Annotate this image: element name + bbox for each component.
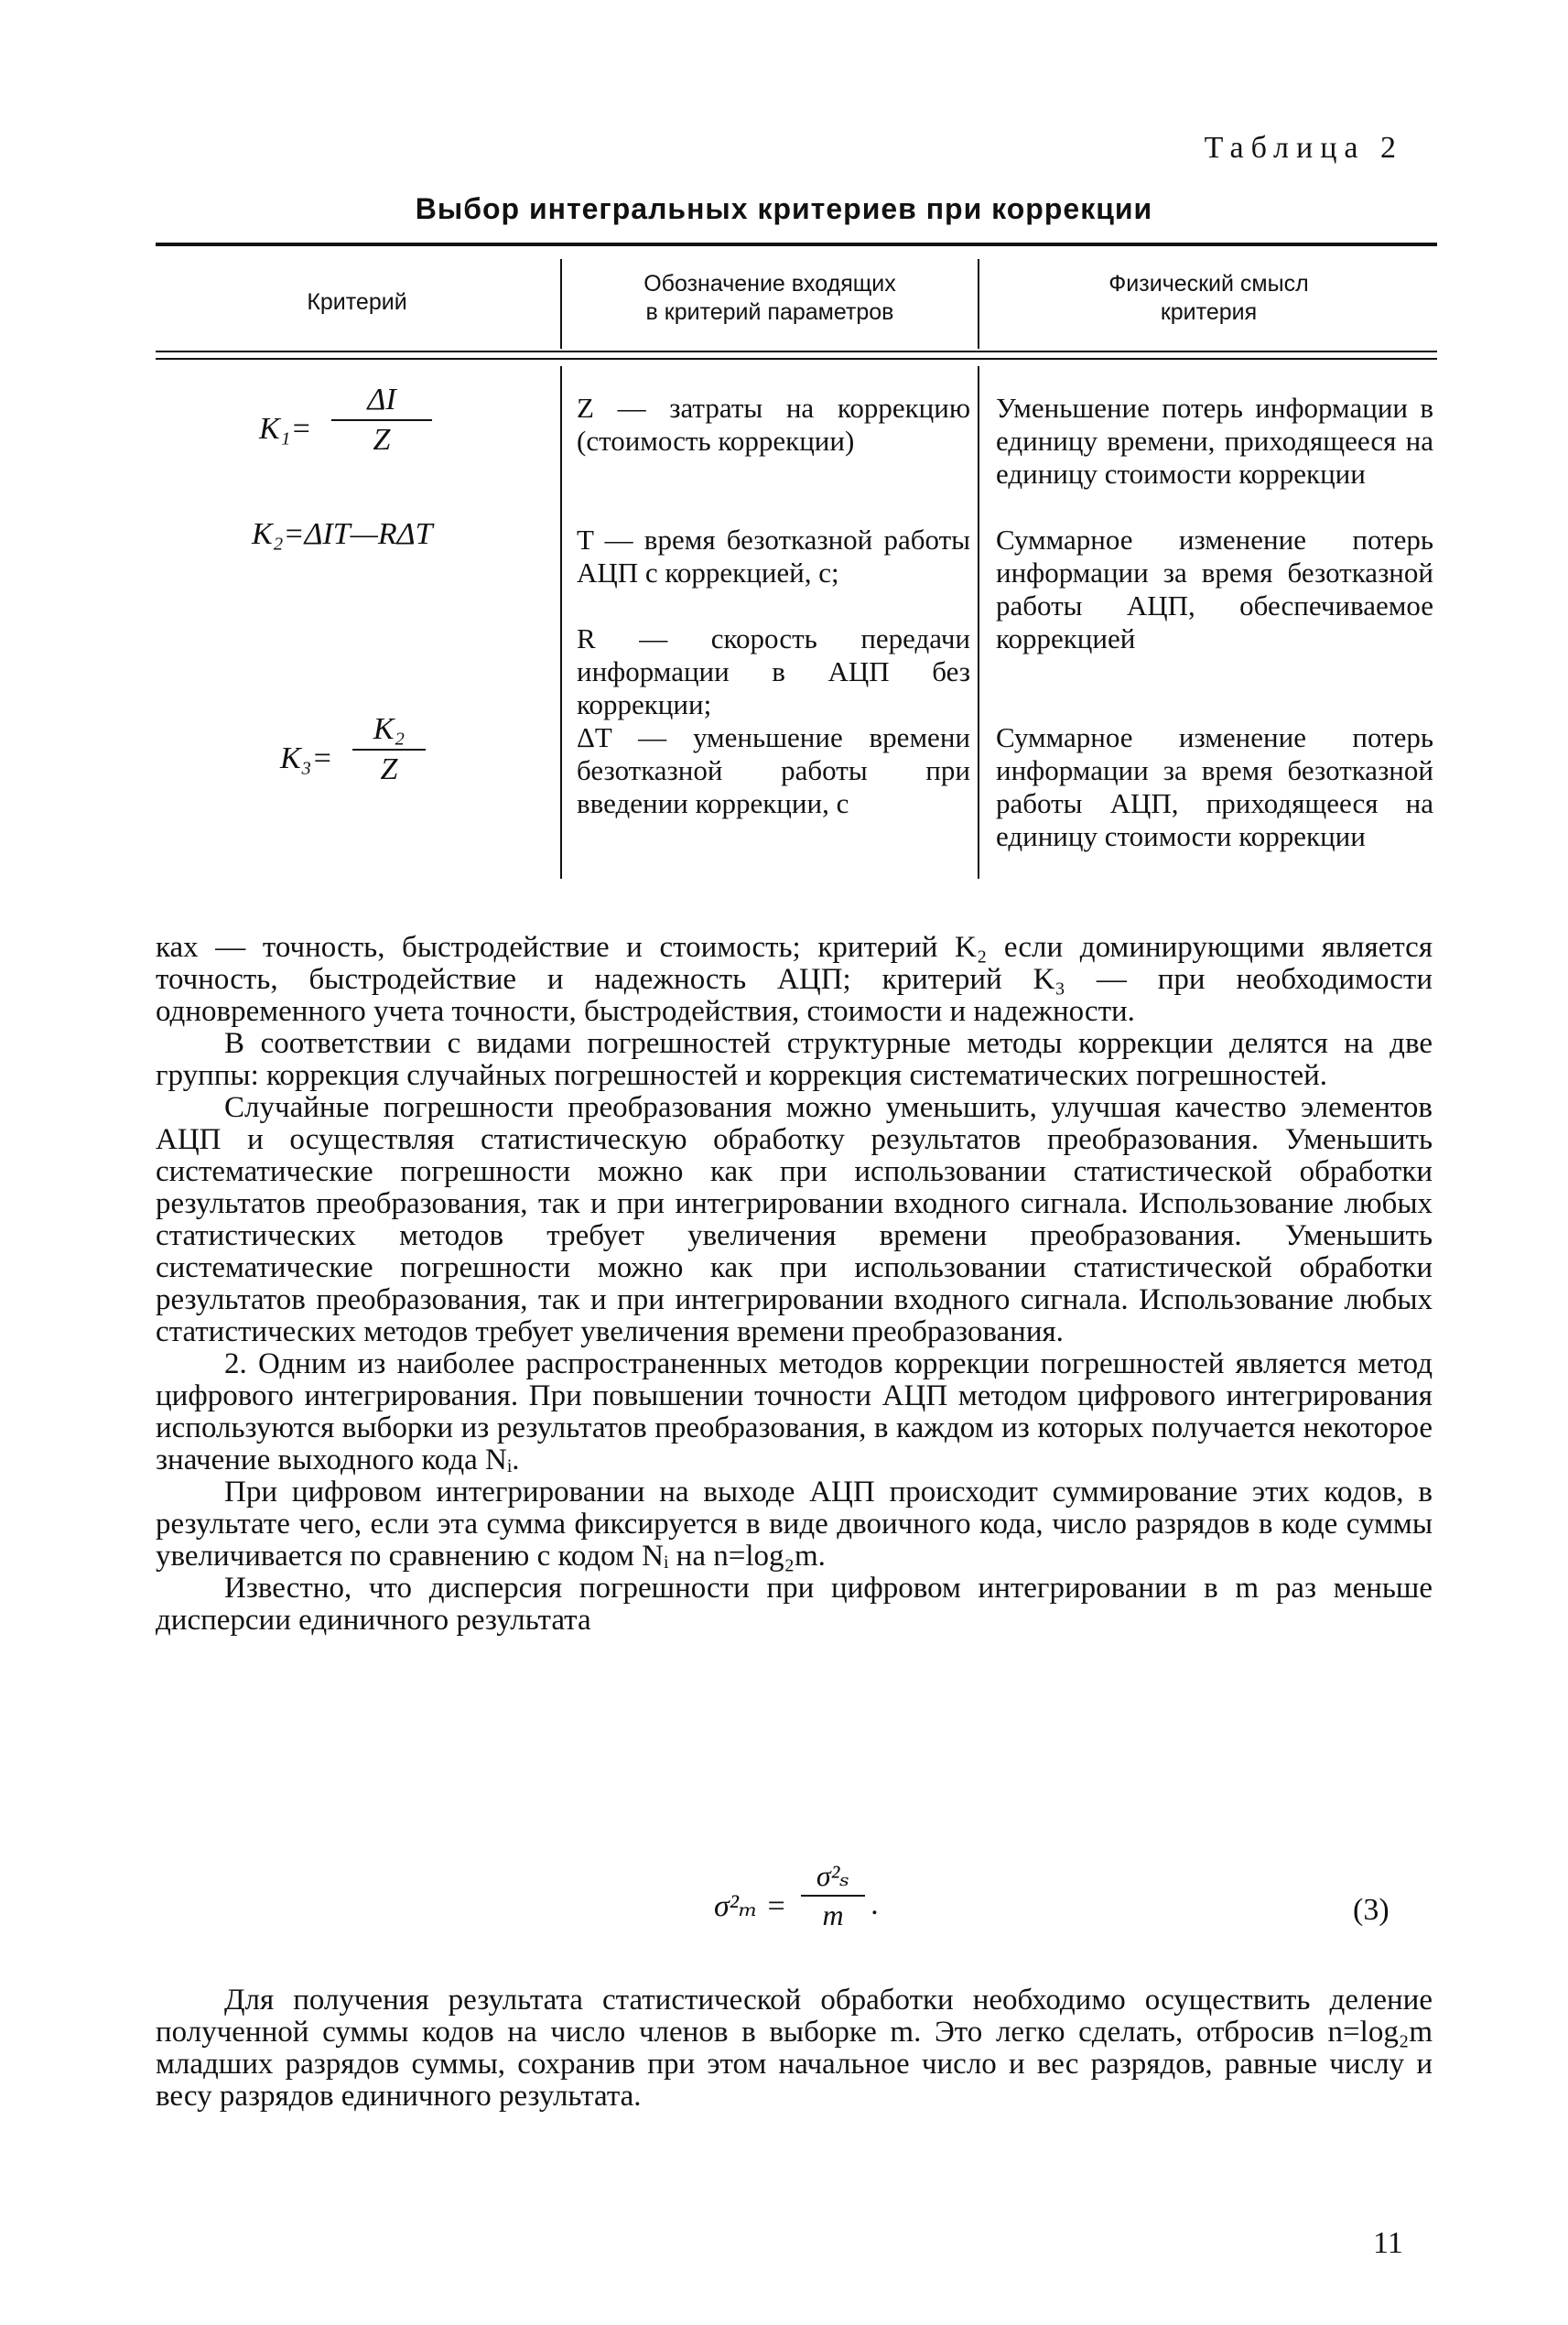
column-header-parameters: Обозначение входящих в критерий параметров (643, 271, 896, 325)
equation-number: (3) (1353, 1893, 1390, 1927)
formula-k1-denominator: Z (373, 423, 391, 457)
formula-k2: K₂=ΔIT—RΔT (252, 517, 433, 551)
paragraph-digital-integration: 2. Одним из наиболее распространенных методов коррекции погрешностей является метод цифрового интегрирования. При повышении точности АЦП методом цифрового интегрирования используются выборки из результатов преобразования, в каждом из которых получается некоторое значение выходного кода Nᵢ. (156, 1347, 1433, 1476)
param-z: Z — затраты на коррекцию (стоимость коррекции) (577, 392, 970, 457)
equation-period: . (871, 1887, 880, 1921)
equation-denominator: m (822, 1898, 844, 1931)
formula-k3-fraction (352, 712, 426, 787)
formula-k1-numerator: ΔI (331, 383, 432, 421)
meaning-k3: Суммарное изменение потерь информации за время безотказной работы АЦП, приходящееся на единицу стоимости коррекции (996, 721, 1433, 852)
meaning-k2: Суммарное изменение потерь информации за время безотказной работы АЦП, обеспечиваемое коррекцией (996, 524, 1433, 654)
header-bottom-rule-1 (156, 351, 1437, 352)
param-delta-t: ΔT — уменьшение времени безотказной работы при введении коррекции, с (577, 721, 970, 819)
equation-lhs: σ²ₘ = (714, 1889, 787, 1923)
equation-fraction (801, 1858, 865, 1932)
body-divider-1 (560, 366, 562, 879)
header-divider-1 (560, 259, 562, 349)
paragraph-division: Для получения результата статистической обработки необходимо осуществить деление полученной суммы кодов на число членов в выборке m. Это легко сделать, отбросив n=log₂m младших разрядов суммы, сохранив при этом начальное число и вес разрядов, равные числу и весу разрядов единичного результата. (156, 1984, 1433, 2113)
table-top-rule (156, 243, 1437, 246)
body-text-upper (156, 932, 1433, 1637)
page-number: 11 (1373, 2226, 1403, 2260)
paragraph-criteria-summary: ках — точность, быстродействие и стоимость; критерий K₂ если доминирующими является точность, быстродействие и надежность АЦП; критерий K₃ — при необходимости одновременного учета точности, быстродействия, стоимости и надежности. (156, 931, 1433, 1028)
param-r: R — скорость передачи информации в АЦП без коррекции; (577, 622, 970, 720)
equation-3 (714, 1840, 897, 1931)
equation-numerator: σ²ₛ (801, 1858, 865, 1897)
formula-k3-lhs: K₃= (280, 741, 333, 775)
header-bottom-rule-2 (156, 358, 1437, 360)
formula-k3-numerator: K₂ (352, 712, 426, 751)
paragraph-variance: Известно, что дисперсия погрешности при цифровом интегрировании в m раз меньше дисперсии единичного результата (156, 1572, 1433, 1637)
formula-k3-denominator: Z (380, 752, 398, 786)
table-title: Выбор интегральных критериев при коррекции (415, 192, 1153, 225)
table-label: Таблица 2 (1204, 131, 1403, 165)
column-header-criterion: Критерий (307, 289, 407, 315)
body-divider-2 (978, 366, 979, 879)
paragraph-summation: При цифровом интегрировании на выходе АЦП происходит суммирование этих кодов, в результате чего, если эта сумма фиксируется в виде двоичного кода, число разрядов в коде суммы увеличивается по сравнению с кодом Nᵢ на n=log₂m. (156, 1476, 1433, 1573)
formula-k1-fraction (331, 383, 432, 458)
paragraph-error-groups: В соответствии с видами погрешностей структурные методы коррекции делятся на две группы: коррекция случайных погрешностей и коррекция систематических погрешностей. (156, 1027, 1433, 1092)
param-t: T — время безотказной работы АЦП с коррекцией, с; (577, 524, 970, 589)
formula-k1-lhs: K₁= (259, 412, 312, 446)
header-divider-2 (978, 259, 979, 349)
meaning-k1: Уменьшение потерь информации в единицу времени, приходящееся на единицу стоимости коррекции (996, 392, 1433, 490)
paragraph-random-errors: Случайные погрешности преобразования можно уменьшить, улучшая качество элементов АЦП и осуществляя статистическую обработку результатов преобразования. Уменьшить систематические погрешности можно как при использовании статистической обработки результатов преобразования, так и при интегрировании входного сигнала. Использование любых статистических методов требует увеличения времени преобразования. Уменьшить систематические погрешности можно как при использовании статистической обработки результатов преобразования, так и при интегрировании входного сигнала. Использование любых статистических методов требует увеличения времени преобразования. (156, 1091, 1433, 1348)
column-header-meaning: Физический смысл критерия (1108, 271, 1309, 325)
body-text-lower (156, 1984, 1433, 2113)
